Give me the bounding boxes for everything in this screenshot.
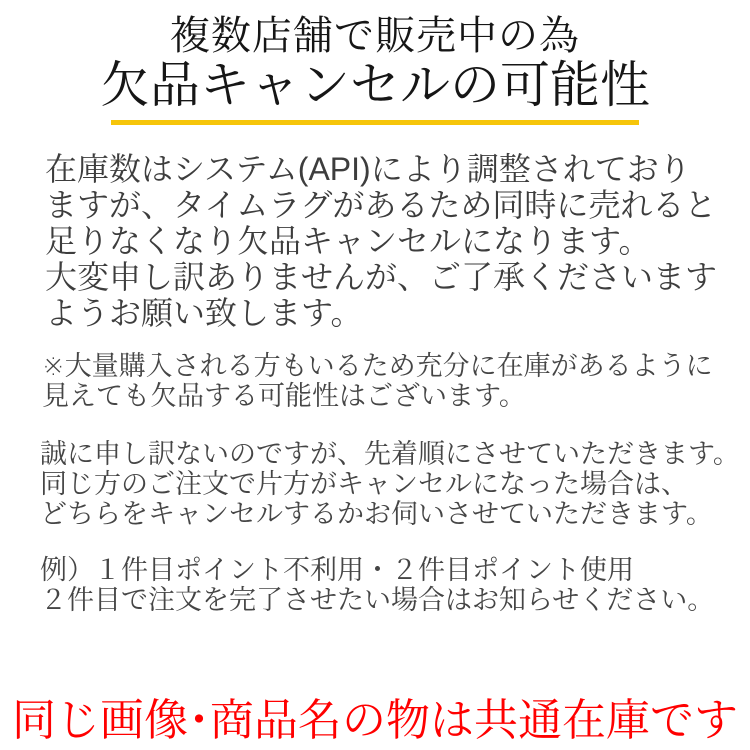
note-bulk-purchase xyxy=(42,351,750,411)
paragraph-stock-system-line: ますが、タイムラグがあるため同時に売れると xyxy=(45,187,717,223)
paragraph-example xyxy=(40,555,750,615)
note-bulk-purchase-line: 見えても欠品する可能性はございます。 xyxy=(42,381,526,411)
paragraph-stock-system xyxy=(45,151,750,331)
paragraph-stock-system-line: 大変申し訳ありませんが、ご了承くださいます xyxy=(45,259,718,295)
page-title-line-1: 複数店舗で販売中の為 xyxy=(170,14,580,58)
paragraph-stock-system-line: ようお願い致します。 xyxy=(45,295,363,331)
paragraph-stock-system-line: 在庫数はシステム(API)により調整されており xyxy=(45,151,691,187)
title-underline-divider xyxy=(111,120,639,125)
page-title-line-2: 欠品キャンセルの可能性 xyxy=(100,57,650,113)
paragraph-stock-system-line: 足りなくなり欠品キャンセルになります。 xyxy=(45,223,651,259)
paragraph-first-come-line: 同じ方のご注文で片方がキャンセルになった場合は、 xyxy=(40,469,688,499)
shared-stock-notice: 同じ画像･商品名の物は共通在庫です xyxy=(12,696,738,745)
paragraph-example-line: ２件目で注文を完了させたい場合はお知らせください。 xyxy=(40,585,715,615)
note-bulk-purchase-line: ※大量購入される方もいるため充分に在庫があるように xyxy=(42,351,713,381)
paragraph-first-come xyxy=(40,439,750,529)
paragraph-first-come-line: どちらをキャンセルするかお伺いさせていただきます。 xyxy=(40,499,713,529)
paragraph-first-come-line: 誠に申し訳ないのですが、先着順にさせていただきます。 xyxy=(40,439,740,469)
paragraph-example-line: 例）１件目ポイント不利用・２件目ポイント使用 xyxy=(40,555,634,585)
